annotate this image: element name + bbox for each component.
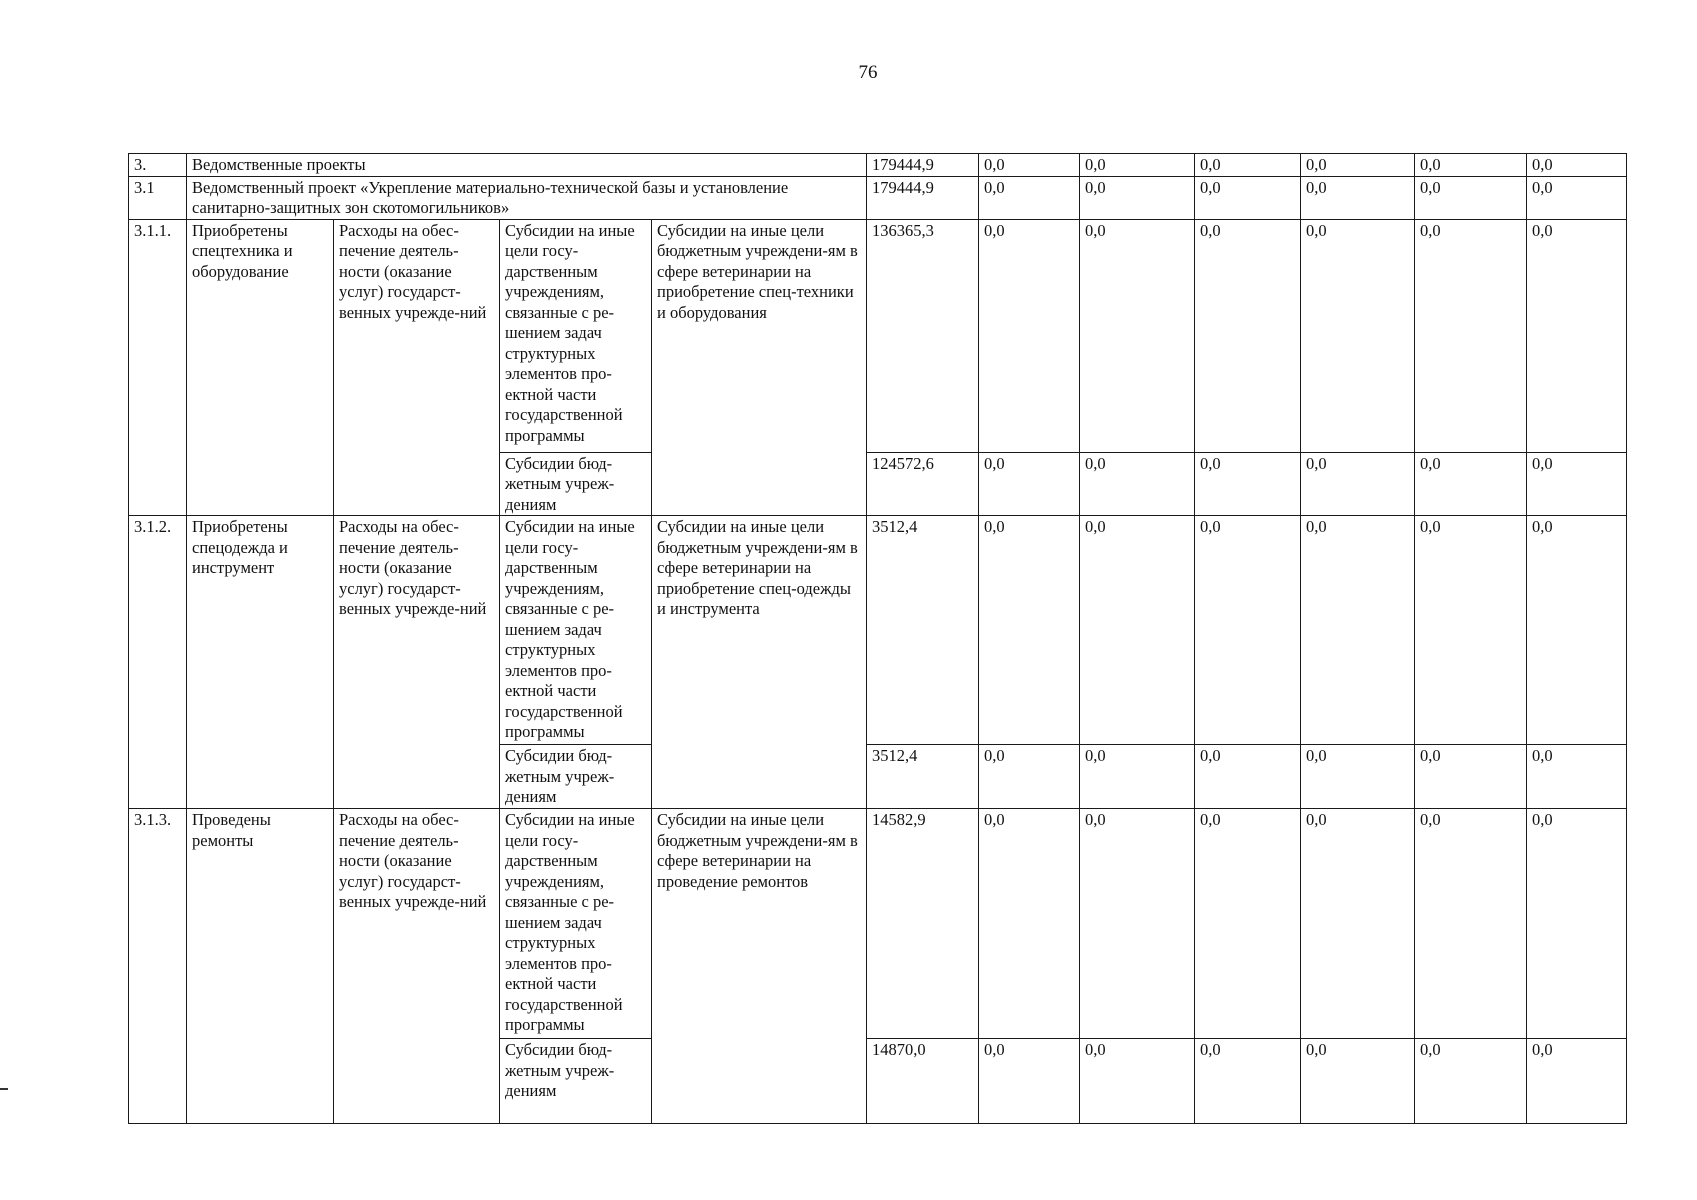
project-value: 0,0 [1415,176,1527,219]
item-value: 0,0 [979,809,1080,1039]
budget-table [128,153,1627,1124]
item-expense-type: Расходы на обес-печение деятель-ности (оказание услуг) государст-венных учрежде-ний [334,219,500,516]
item-value: 0,0 [1080,745,1195,809]
item-expense-type: Расходы на обес-печение деятель-ности (оказание услуг) государст-венных учрежде-ний [334,516,500,809]
item-value: 0,0 [1415,809,1527,1039]
item-value: 0,0 [1527,452,1627,516]
item-value: 3512,4 [867,745,979,809]
item-value: 0,0 [1195,452,1301,516]
item-value: 0,0 [1301,809,1415,1039]
section-row [129,154,1627,177]
item-value: 0,0 [1301,1039,1415,1124]
item-result: Приобретены спецтехника и оборудование [187,219,334,516]
item-value: 0,0 [1527,219,1627,452]
scan-artifact-dash [0,1088,8,1090]
item-value: 0,0 [1195,809,1301,1039]
section-code: 3. [129,154,187,177]
section-value: 0,0 [979,154,1080,177]
item-row [129,809,1627,1039]
item-subsidy-type: Субсидии бюд-жетным учреж-дениям [500,452,652,516]
page-number: 76 [858,62,878,83]
item-code: 3.1.3. [129,809,187,1124]
item-value: 14582,9 [867,809,979,1039]
item-purpose: Субсидии на иные цели бюджетным учреждени-ям в сфере ветеринарии на проведение ремонтов [652,809,867,1124]
item-value: 0,0 [979,1039,1080,1124]
section-title: Ведомственные проекты [187,154,867,177]
item-value: 0,0 [1080,1039,1195,1124]
item-code: 3.1.1. [129,219,187,516]
item-value: 0,0 [1527,516,1627,745]
section-value: 0,0 [1080,154,1195,177]
item-value: 0,0 [1415,452,1527,516]
section-value: 0,0 [1195,154,1301,177]
project-value: 0,0 [1527,176,1627,219]
item-value: 0,0 [1415,219,1527,452]
item-value: 0,0 [1195,1039,1301,1124]
section-value: 0,0 [1415,154,1527,177]
item-code: 3.1.2. [129,516,187,809]
item-purpose: Субсидии на иные цели бюджетным учреждени-ям в сфере ветеринарии на приобретение спец-одежды и инструмента [652,516,867,809]
item-value: 0,0 [1301,516,1415,745]
item-subsidy-type: Субсидии на иные цели госу-дарственным учреждениям, связанные с ре-шением задач структурных элементов про-ектной части государственной программы [500,219,652,452]
item-value: 0,0 [1527,1039,1627,1124]
project-value: 0,0 [979,176,1080,219]
section-value: 0,0 [1527,154,1627,177]
item-result: Приобретены спецодежда и инструмент [187,516,334,809]
item-value: 0,0 [1415,745,1527,809]
project-value: 179444,9 [867,176,979,219]
item-value: 14870,0 [867,1039,979,1124]
project-title: Ведомственный проект «Укрепление материально-технической базы и установление санитарно-защитных зон скотомогильников» [187,176,867,219]
item-value: 0,0 [1195,516,1301,745]
item-value: 0,0 [1080,219,1195,452]
item-value: 0,0 [1415,1039,1527,1124]
section-value: 0,0 [1301,154,1415,177]
project-value: 0,0 [1301,176,1415,219]
item-value: 0,0 [979,219,1080,452]
item-row [129,219,1627,452]
item-value: 0,0 [1195,745,1301,809]
item-subsidy-type: Субсидии бюд-жетным учреж-дениям [500,1039,652,1124]
item-value: 0,0 [1080,516,1195,745]
item-subsidy-type: Субсидии бюд-жетным учреж-дениям [500,745,652,809]
project-code: 3.1 [129,176,187,219]
item-row [129,516,1627,745]
item-value: 0,0 [1080,809,1195,1039]
item-value: 136365,3 [867,219,979,452]
item-subsidy-type: Субсидии на иные цели госу-дарственным учреждениям, связанные с ре-шением задач структурных элементов про-ектной части государственной программы [500,516,652,745]
item-value: 0,0 [1301,452,1415,516]
item-expense-type: Расходы на обес-печение деятель-ности (оказание услуг) государст-венных учрежде-ний [334,809,500,1124]
item-value: 0,0 [1301,745,1415,809]
item-value: 0,0 [1301,219,1415,452]
project-row [129,176,1627,219]
item-value: 0,0 [1415,516,1527,745]
project-value: 0,0 [1080,176,1195,219]
item-value: 0,0 [979,452,1080,516]
item-subsidy-type: Субсидии на иные цели госу-дарственным учреждениям, связанные с ре-шением задач структурных элементов про-ектной части государственной программы [500,809,652,1039]
item-value: 0,0 [979,516,1080,745]
section-value: 179444,9 [867,154,979,177]
item-value: 0,0 [979,745,1080,809]
item-value: 0,0 [1080,452,1195,516]
item-value: 0,0 [1195,219,1301,452]
project-value: 0,0 [1195,176,1301,219]
item-value: 124572,6 [867,452,979,516]
item-result: Проведены ремонты [187,809,334,1124]
item-purpose: Субсидии на иные цели бюджетным учреждени-ям в сфере ветеринарии на приобретение спец-техники и оборудования [652,219,867,516]
item-value: 3512,4 [867,516,979,745]
item-value: 0,0 [1527,745,1627,809]
item-value: 0,0 [1527,809,1627,1039]
